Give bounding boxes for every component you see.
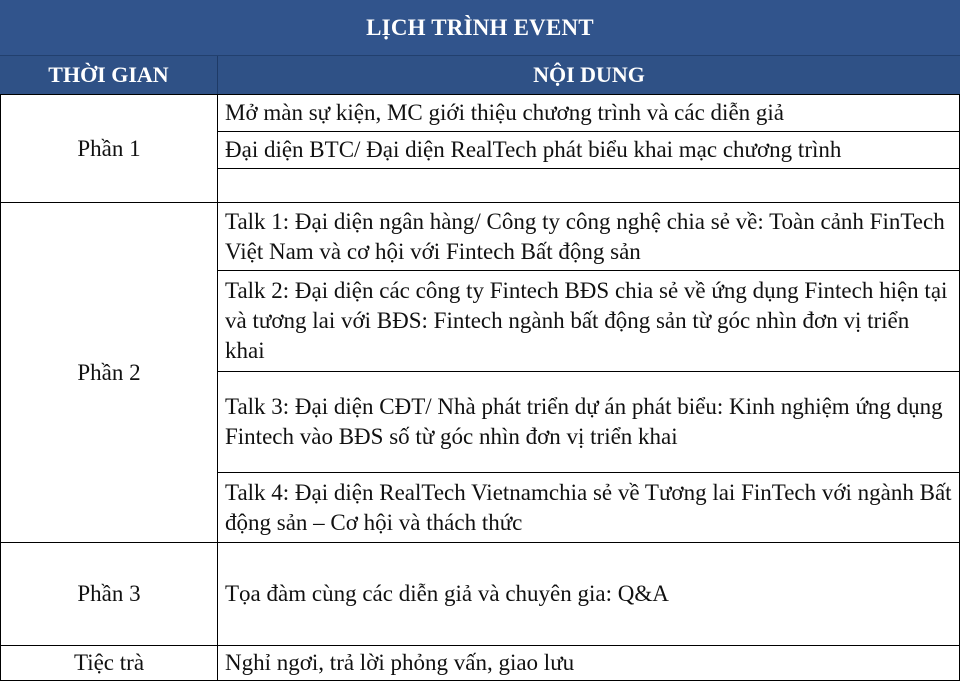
table-title: LỊCH TRÌNH EVENT — [0, 0, 960, 56]
section-2-item-4: Talk 4: Đại diện RealTech Vietnamchia sẻ về Tương lai FinTech với ngành Bất động sản – Cơ hội và thách thức — [217, 472, 960, 543]
section-2-item-2: Talk 2: Đại diện các công ty Fintech BĐS chia sẻ về ứng dụng Fintech hiện tại và tương lai với BĐS: Fintech ngành bất động sản từ góc nhìn đơn vị triển khai — [217, 270, 960, 372]
header-time: THỜI GIAN — [0, 56, 218, 94]
header-content: NỘI DUNG — [218, 56, 960, 94]
section-1-item-1: Mở màn sự kiện, MC giới thiệu chương trình và các diễn giả — [217, 94, 960, 132]
section-1-item-3 — [217, 168, 960, 203]
section-2-item-1: Talk 1: Đại diện ngân hàng/ Công ty công nghệ chia sẻ về: Toàn cảnh FinTech Việt Nam và cơ hội với Fintech Bất động sản — [217, 202, 960, 271]
section-4-time: Tiệc trà — [0, 645, 218, 681]
section-2-time: Phần 2 — [0, 202, 218, 543]
section-2-item-3: Talk 3: Đại diện CĐT/ Nhà phát triển dự án phát biểu: Kinh nghiệm ứng dụng Fintech vào BĐS số từ góc nhìn đơn vị triển khai — [217, 371, 960, 473]
section-3-item-1: Tọa đàm cùng các diễn giả và chuyên gia: Q&A — [217, 542, 960, 646]
section-1-item-2: Đại diện BTC/ Đại diện RealTech phát biểu khai mạc chương trình — [217, 131, 960, 169]
section-4-item-1: Nghỉ ngơi, trả lời phỏng vấn, giao lưu — [217, 645, 960, 681]
section-3-time: Phần 3 — [0, 542, 218, 646]
section-1-time: Phần 1 — [0, 94, 218, 203]
